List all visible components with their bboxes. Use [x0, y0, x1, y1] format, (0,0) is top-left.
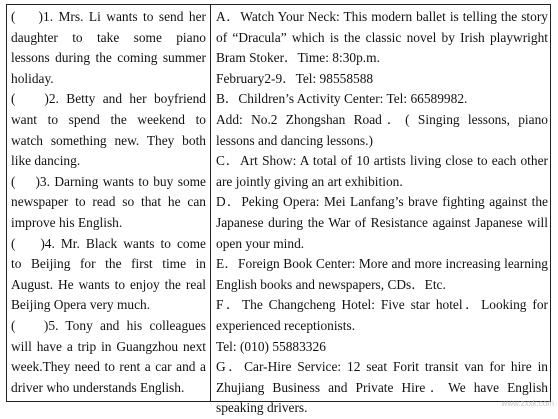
question-line: want to spend the weekend to: [11, 111, 206, 127]
question-line: August. He wants to enjoy the real: [11, 276, 206, 292]
question-line: like dancing.: [11, 153, 81, 169]
question-line: ( )2. Betty and her boyfriend: [11, 91, 206, 107]
option-line: Japanese during the War of Resistance against Japanese will: [216, 214, 548, 230]
question-line: newspaper to read so that he can: [11, 194, 206, 210]
option-line: C．Art Show: A total of 10 artists living close to each other: [216, 153, 548, 169]
options-column: [216, 7, 548, 419]
question-line: ( )3. Darning wants to buy some: [11, 173, 206, 189]
option-line: Add: No.2 Zhongshan Road．( Singing lessons, piano: [216, 111, 548, 127]
option-line: D．Peking Opera: Mei Lanfang’s brave fighting against the: [216, 194, 548, 210]
option-line: of “Dracula” which is the classic novel by Irish playwright: [216, 29, 548, 45]
watermark: www.zxxk.com: [501, 399, 554, 408]
option-line: F．The Changcheng Hotel: Five star hotel．Looking for: [216, 297, 548, 313]
option-line: Tel: (010) 55883326: [216, 338, 326, 354]
question-4: [11, 234, 206, 316]
column-divider: [210, 5, 211, 401]
question-line: will have a trip in Guangzhou next: [11, 338, 206, 354]
option-line: B．Children’s Activity Center: Tel: 66589982.: [216, 91, 468, 107]
option-line: are jointly giving an art exhibition.: [216, 173, 403, 189]
question-line: driver who understands English.: [11, 379, 185, 395]
option-line: E．Foreign Book Center: More and more increasing learning: [216, 256, 548, 272]
option-line: Zhujiang Business and Private Hire．We have English: [216, 379, 548, 395]
option-line: open your mind.: [216, 235, 305, 251]
option-a: [216, 7, 548, 89]
question-line: ( )5. Tony and his colleagues: [11, 317, 206, 333]
option-line: experienced receptionists.: [216, 317, 356, 333]
question-line: holiday.: [11, 70, 54, 86]
option-line: English books and newspapers, CDs．Etc.: [216, 276, 446, 292]
option-line: February2-9．Tel: 98558588: [216, 70, 374, 86]
option-g: [216, 357, 548, 419]
question-line: ( )4. Mr. Black wants to come: [11, 235, 206, 251]
question-5: [11, 316, 206, 398]
questions-column: [11, 7, 206, 398]
question-1: [11, 7, 206, 89]
option-line: lessons and dancing lessons.): [216, 132, 373, 148]
question-line: to Beijing for the first time in: [11, 256, 206, 272]
question-3: [11, 172, 206, 234]
option-line: A．Watch Your Neck: This modern ballet is telling the story: [216, 9, 548, 24]
option-line: G．Car-Hire Service: 12 seat Forit transit van for hire in: [216, 359, 548, 375]
option-e-f: [216, 254, 548, 357]
question-line: lessons during the coming summer: [11, 50, 206, 66]
option-d: [216, 192, 548, 254]
option-c: [216, 151, 548, 192]
question-line: week.They need to rent a car and a: [11, 359, 206, 375]
option-line: speaking drivers.: [216, 400, 308, 416]
question-line: watch something new. They both: [11, 132, 206, 148]
question-line: Beijing Opera very much.: [11, 297, 151, 313]
question-2: [11, 89, 206, 171]
option-b: [216, 89, 548, 151]
question-line: daughter to take some piano: [11, 29, 206, 45]
question-line: improve his English.: [11, 214, 123, 230]
option-line: Bram Stoker．Time: 8:30p.m.: [216, 50, 380, 66]
question-line: ( )1. Mrs. Li wants to send her: [11, 9, 206, 24]
